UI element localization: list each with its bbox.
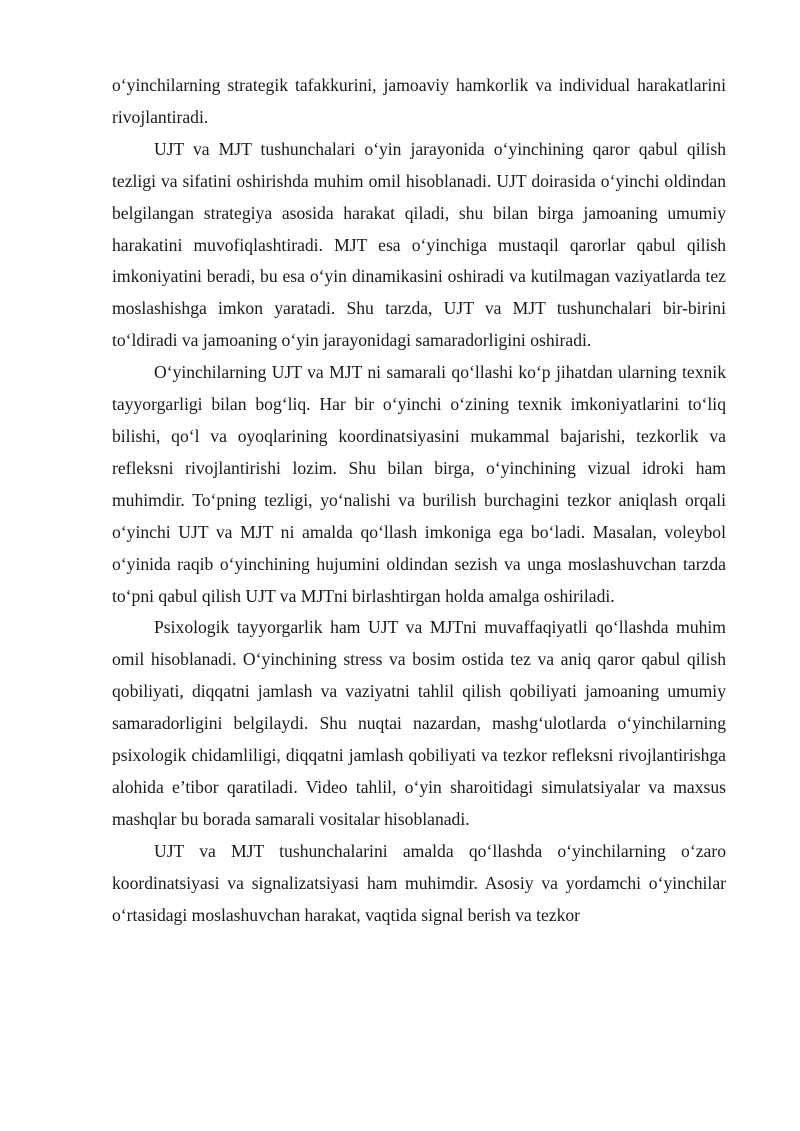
paragraph-ujt-mjt-concepts: UJT va MJT tushunchalari o‘yin jarayonida o‘yinchining qaror qabul qilish tezligi va sifatini oshirishda muhim omil hisoblanadi. UJT doirasida o‘yinchi oldindan belgilangan strategiya asosida harakat qiladi, shu bilan birga jamoaning umumiy harakatini muvofiqlashtiradi. MJT esa o‘yinchiga mustaqil qarorlar qabul qilish imkoniyatini beradi, bu esa o‘yin dinamikasini oshiradi va kutilmagan vaziyatlarda tez moslashishga imkon yaratadi. Shu tarzda, UJT va MJT tushunchalari bir-birini to‘ldiradi va jamoaning o‘yin jarayonidagi samaradorligini oshiradi.: [112, 138, 726, 351]
document-page: [112, 70, 726, 931]
paragraph-technical-preparation: O‘yinchilarning UJT va MJT ni samarali qo‘llashi ko‘p jihatdan ularning texnik tayyorgarligi bilan bog‘liq. Har bir o‘yinchi o‘zining texnik imkoniyatlarini to‘liq bilishi, qo‘l va oyoqlarining koordinatsiyasini mukammal bajarishi, tezkorlik va refleksni rivojlantirishi lozim. Shu bilan birga, o‘yinchining vizual idroki ham muhimdir. To‘pning tezligi, yo‘nalishi va burilish burchagini tezkor aniqlash orqali o‘yinchi UJT va MJT ni amalda qo‘llash imkoniga ega bo‘ladi. Masalan, voleybol o‘yinida raqib o‘yinchining hujumini oldindan sezish va unga moslashuvchan tarzda to‘pni qabul qilish UJT va MJTni birlashtirgan holda amalga oshiriladi.: [112, 362, 726, 606]
paragraph-coordination: UJT va MJT tushunchalarini amalda qo‘llashda o‘yinchilarning o‘zaro koordinatsiyasi va signalizatsiyasi ham muhimdir. Asosiy va yordamchi o‘yinchilar o‘rtasidagi moslashuvchan harakat, vaqtida signal berish va tezkor: [112, 840, 726, 925]
paragraph-continuation: o‘yinchilarning strategik tafakkurini, jamoaviy hamkorlik va individual harakatlarini rivojlantiradi.: [112, 75, 726, 127]
paragraph-psychological-preparation: Psixologik tayyorgarlik ham UJT va MJTni muvaffaqiyatli qo‘llashda muhim omil hisoblanadi. O‘yinchining stress va bosim ostida tez va aniq qaror qabul qilish qobiliyati, diqqatni jamlash va vaziyatni tahlil qilish qobiliyati jamoaning umumiy samaradorligini belgilaydi. Shu nuqtai nazardan, mashg‘ulotlarda o‘yinchilarning psixologik chidamliligi, diqqatni jamlash qobiliyati va tezkor refleksni rivojlantirishga alohida e’tibor qaratiladi. Video tahlil, o‘yin sharoitidagi simulatsiyalar va maxsus mashqlar bu borada samarali vositalar hisoblanadi.: [112, 617, 726, 829]
